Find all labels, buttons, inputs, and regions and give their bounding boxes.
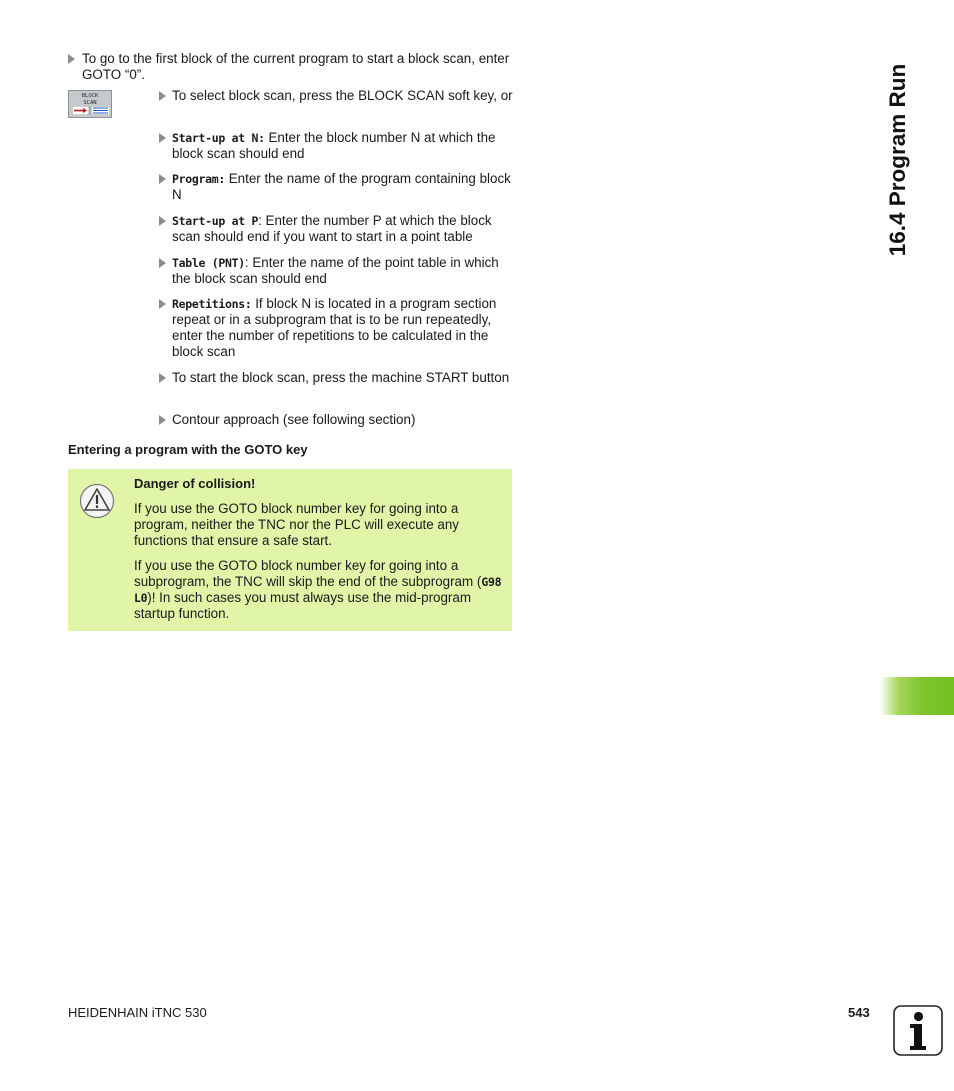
step-repetitions: Repetitions: If block N is located in a program section repeat or in a subprogram that is to be run repeatedly, enter the number of repetitions to be calculated in the block scan	[172, 296, 517, 360]
triangle-bullet-icon	[159, 91, 166, 101]
step-start-up-at-p: Start-up at P: Enter the number P at which the block scan should end if you want to start in a point table	[172, 213, 517, 245]
block-scan-arrow-icon	[72, 106, 110, 115]
step-contour-approach: Contour approach (see following section)	[172, 412, 517, 428]
triangle-bullet-icon	[159, 299, 166, 309]
triangle-bullet-icon	[159, 174, 166, 184]
step-program: Program: Enter the name of the program containing block N	[172, 171, 517, 203]
intro-step: To go to the first block of the current program to start a block scan, enter GOTO “0”.	[82, 51, 512, 83]
footer-product: HEIDENHAIN iTNC 530	[68, 1005, 207, 1020]
step-start-up-at-n: Start-up at N: Enter the block number N at which the block scan should end	[172, 130, 517, 162]
triangle-bullet-icon	[159, 415, 166, 425]
collision-warning-box	[68, 469, 512, 631]
chapter-title: 16.4 Program Run	[885, 63, 910, 257]
page-number: 543	[848, 1005, 870, 1020]
warning-paragraph-1: If you use the GOTO block number key for going into a program, neither the TNC nor the PLC will execute any functions that ensure a safe start.	[134, 501, 460, 548]
triangle-bullet-icon	[159, 133, 166, 143]
warning-paragraph-2: If you use the GOTO block number key for going into a subprogram, the TNC will skip the end of the subprogram (G98 L0)! In such cases you must always use the mid-program startup function.	[134, 558, 502, 621]
info-icon	[893, 1005, 943, 1056]
triangle-bullet-icon	[159, 258, 166, 268]
step-select-block-scan: To select block scan, press the BLOCK SCAN soft key, or	[172, 88, 517, 104]
block-scan-softkey[interactable]: BLOCK SCAN	[68, 90, 112, 118]
chapter-thumb-tab	[880, 677, 954, 715]
triangle-bullet-icon	[68, 54, 75, 64]
warning-triangle-icon	[79, 483, 115, 519]
triangle-bullet-icon	[159, 373, 166, 383]
section-heading: Entering a program with the GOTO key	[68, 442, 308, 457]
triangle-bullet-icon	[159, 216, 166, 226]
step-table-pnt: Table (PNT): Enter the name of the point table in which the block scan should end	[172, 255, 517, 287]
step-start-block-scan: To start the block scan, press the machine START button	[172, 370, 517, 386]
warning-title: Danger of collision!	[134, 476, 256, 491]
